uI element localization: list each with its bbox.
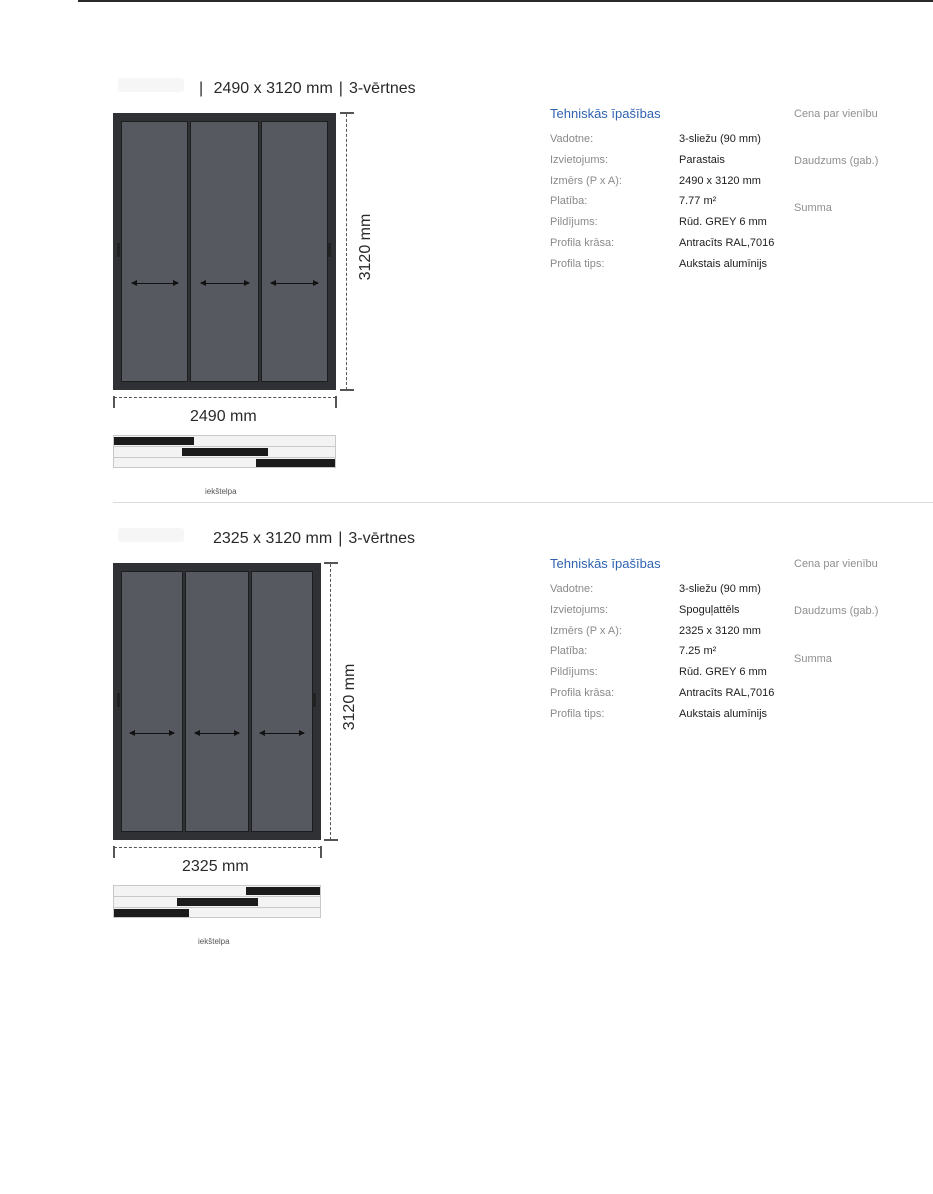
spec-value: 3-sliežu (90 mm) bbox=[679, 133, 761, 145]
logo-placeholder bbox=[118, 78, 184, 92]
dimension-tick bbox=[340, 389, 354, 391]
specs-title: Tehniskās īpašības bbox=[550, 556, 661, 571]
logo-placeholder bbox=[118, 528, 184, 542]
item-heading bbox=[199, 80, 416, 98]
unit-price-label: Cena par vienību bbox=[794, 558, 878, 570]
heading-size: 2325 x 3120 mm bbox=[213, 530, 333, 547]
window-pane bbox=[121, 571, 183, 832]
quantity-label: Daudzums (gab.) bbox=[794, 155, 879, 167]
heading-separator: | bbox=[338, 80, 343, 97]
spec-key: Izvietojums: bbox=[550, 603, 609, 616]
heading-size: 2490 x 3120 mm bbox=[213, 80, 333, 97]
spec-value: Rūd. GREY 6 mm bbox=[679, 216, 767, 229]
track-rail bbox=[114, 896, 320, 897]
dimension-tick bbox=[324, 562, 338, 564]
spec-key: Izmērs (P x A): bbox=[550, 624, 622, 637]
heading-panels: 3-vērtnes bbox=[348, 530, 416, 547]
spec-value: Aukstais alumīnijs bbox=[679, 707, 768, 720]
window-pane bbox=[185, 571, 249, 832]
track-side-label: iekštelpa bbox=[205, 487, 237, 496]
heading-panels: 3-vērtnes bbox=[348, 80, 416, 97]
specs-title: Tehniskās īpašības bbox=[550, 106, 661, 121]
sliding-arrow-icon bbox=[260, 733, 304, 734]
track-sash bbox=[177, 898, 258, 906]
handle-icon bbox=[328, 243, 331, 257]
total-label: Summa bbox=[794, 653, 832, 665]
heading-separator: | bbox=[338, 530, 343, 547]
window-pane bbox=[190, 121, 259, 382]
spec-key: Profila tips: bbox=[550, 257, 605, 270]
window-drawing bbox=[113, 113, 336, 390]
window-drawing bbox=[113, 563, 321, 840]
spec-key: Pildījums: bbox=[550, 216, 598, 229]
spec-key: Profila krāsa: bbox=[550, 237, 615, 249]
spec-value: 7.77 m² bbox=[679, 195, 717, 208]
window-pane bbox=[121, 121, 188, 382]
item-heading bbox=[213, 530, 415, 548]
handle-icon bbox=[117, 243, 120, 257]
spec-key: Pildījums: bbox=[550, 666, 598, 679]
track-side-label: iekštelpa bbox=[198, 937, 230, 946]
track-sash bbox=[246, 887, 320, 895]
sliding-arrow-icon bbox=[195, 733, 239, 734]
spec-value: 7.25 m² bbox=[679, 645, 717, 658]
dimension-tick bbox=[320, 846, 322, 858]
spec-value: Spoguļattēls bbox=[679, 603, 740, 616]
spec-value: Antracīts RAL,7016 bbox=[679, 237, 775, 249]
spec-key: Profila krāsa: bbox=[550, 687, 615, 699]
window-item-1 bbox=[0, 0, 933, 500]
spec-key: Profila tips: bbox=[550, 707, 605, 720]
window-pane bbox=[251, 571, 313, 832]
height-dimension-label: 3120 mm bbox=[341, 663, 358, 731]
spec-key: Izmērs (P x A): bbox=[550, 174, 622, 187]
sliding-arrow-icon bbox=[130, 733, 174, 734]
spec-key: Vadotne: bbox=[550, 133, 594, 145]
height-dimension-label: 3120 mm bbox=[357, 213, 374, 281]
unit-price-label: Cena par vienību bbox=[794, 108, 878, 120]
spec-key: Platība: bbox=[550, 645, 588, 658]
spec-value: Aukstais alumīnijs bbox=[679, 257, 768, 270]
width-dimension-label: 2325 mm bbox=[182, 858, 249, 875]
track-sash bbox=[114, 437, 194, 445]
dimension-tick bbox=[340, 112, 354, 114]
track-rail bbox=[114, 907, 320, 908]
specs-table bbox=[550, 583, 800, 733]
window-item-2 bbox=[0, 450, 933, 950]
width-dimension-label: 2490 mm bbox=[190, 408, 257, 425]
handle-icon bbox=[117, 693, 120, 707]
track-rail bbox=[114, 446, 335, 447]
window-pane bbox=[261, 121, 328, 382]
height-dimension-line bbox=[330, 564, 331, 840]
spec-value: 3-sliežu (90 mm) bbox=[679, 583, 761, 595]
spec-key: Platība: bbox=[550, 195, 588, 208]
spec-value: Antracīts RAL,7016 bbox=[679, 687, 775, 699]
width-dimension-line bbox=[114, 397, 336, 398]
heading-separator: | bbox=[199, 80, 204, 97]
spec-value: 2490 x 3120 mm bbox=[679, 174, 761, 187]
track-diagram bbox=[113, 885, 321, 918]
track-sash bbox=[114, 909, 189, 917]
spec-value: Parastais bbox=[679, 153, 725, 166]
sliding-arrow-icon bbox=[201, 283, 249, 284]
specs-table bbox=[550, 133, 800, 283]
spec-value: 2325 x 3120 mm bbox=[679, 624, 761, 637]
dimension-tick bbox=[335, 396, 337, 408]
spec-key: Izvietojums: bbox=[550, 153, 609, 166]
sliding-arrow-icon bbox=[271, 283, 318, 284]
height-dimension-line bbox=[346, 114, 347, 390]
width-dimension-line bbox=[114, 847, 321, 848]
total-label: Summa bbox=[794, 202, 832, 214]
handle-icon bbox=[313, 693, 316, 707]
spec-value: Rūd. GREY 6 mm bbox=[679, 666, 767, 679]
dimension-tick bbox=[324, 839, 338, 841]
quantity-label: Daudzums (gab.) bbox=[794, 605, 879, 617]
sliding-arrow-icon bbox=[132, 283, 178, 284]
spec-key: Vadotne: bbox=[550, 583, 594, 595]
